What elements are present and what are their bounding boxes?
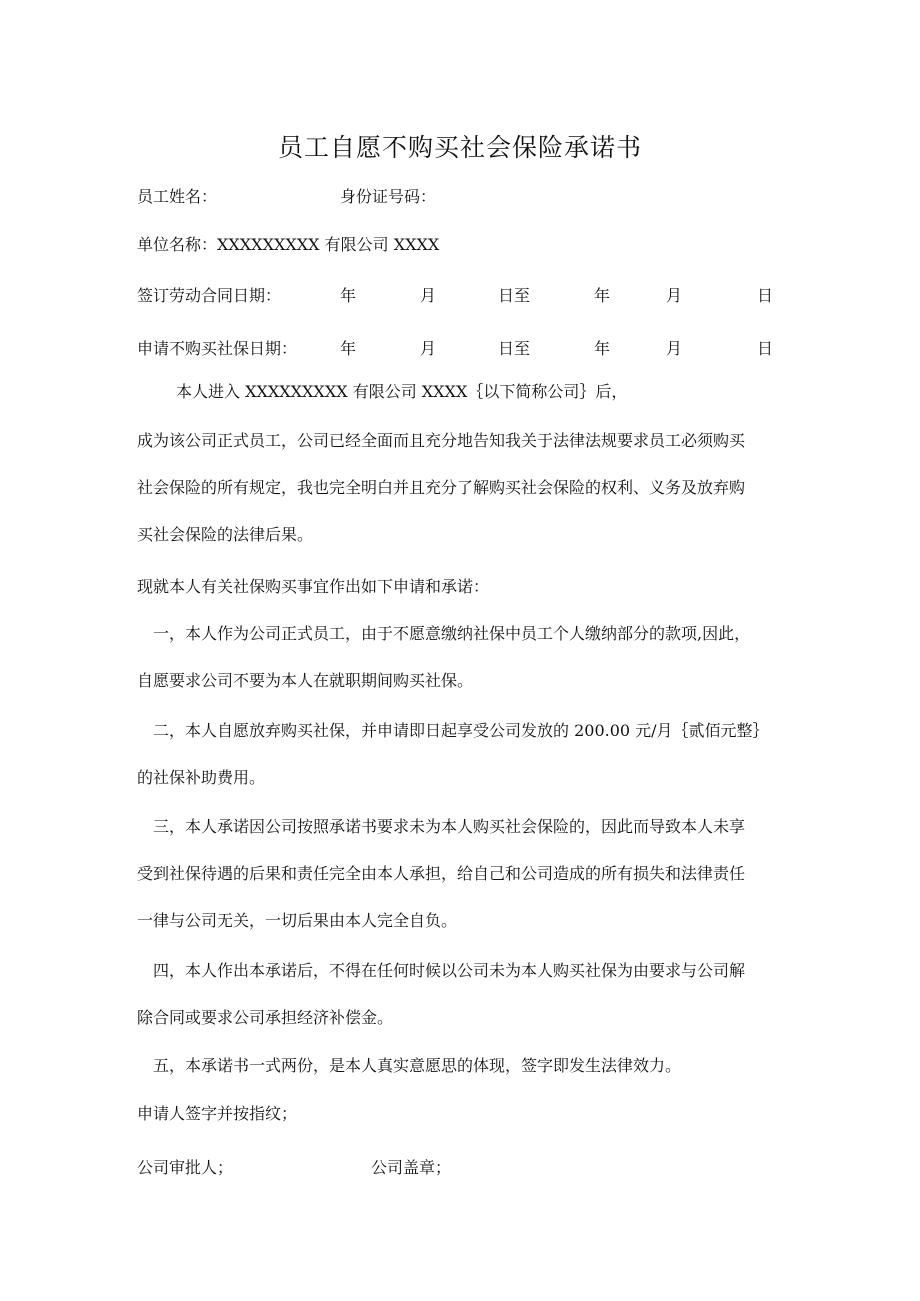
- no-insurance-start-month: 月: [420, 339, 437, 358]
- approver-label: 公司审批人；: [137, 1158, 234, 1177]
- clause-3-line-2: 受到社保待遇的后果和责任完全由本人承担，给自己和公司造成的所有损失和法律责任: [137, 864, 746, 883]
- contract-date-label: 签订劳动合同日期：: [137, 286, 282, 305]
- clause-3-line-1: 三，本人承诺因公司按照承诺书要求未为本人购买社会保险的，因此而导致本人未享: [153, 817, 746, 836]
- no-insurance-start-day-to: 日至: [498, 339, 531, 358]
- intro-paragraph: [137, 417, 799, 558]
- applicant-signature-label: 申请人签字并按指纹；: [137, 1104, 298, 1123]
- clause-3-line-3: 一律与公司无关，一切后果由本人完全自负。: [137, 911, 458, 930]
- company-seal-label: 公司盖章；: [371, 1158, 452, 1177]
- contract-end-month: 月: [666, 286, 683, 305]
- document-title: 员工自愿不购买社会保险承诺书: [277, 133, 642, 162]
- employee-name-label: 员工姓名：: [137, 187, 218, 206]
- unit-name-field: 单位名称：XXXXXXXXX 有限公司 XXXX: [137, 235, 440, 254]
- contract-end-day: 日: [757, 286, 774, 305]
- contract-end-year: 年: [594, 286, 611, 305]
- clause-4-line-2: 除合同或要求公司承担经济补偿金。: [137, 1008, 394, 1027]
- no-insurance-end-year: 年: [594, 339, 611, 358]
- intro-line-1: 本人进入 XXXXXXXXX 有限公司 XXXX｛以下简称公司｝后，: [176, 382, 628, 401]
- no-insurance-end-month: 月: [666, 339, 683, 358]
- lead-sentence: 现就本人有关社保购买事宜作出如下申请和承诺：: [137, 577, 490, 596]
- contract-start-day-to: 日至: [498, 286, 531, 305]
- intro-line-4: 买社会保险的法律后果。: [137, 525, 314, 544]
- contract-start-month: 月: [420, 286, 437, 305]
- intro-line-2: 成为该公司正式员工，公司已经全面而且充分地告知我关于法律法规要求员工必须购买: [137, 431, 746, 450]
- clause-1-line-1: 一，本人作为公司正式员工，由于不愿意缴纳社保中员工个人缴纳部分的款项,因此，: [153, 624, 751, 643]
- id-number-label: 身份证号码：: [340, 187, 437, 206]
- no-insurance-end-day: 日: [757, 339, 774, 358]
- no-insurance-date-label: 申请不购买社保日期：: [137, 339, 298, 358]
- intro-line-3: 社会保险的所有规定，我也完全明白并且充分了解购买社会保险的权利、义务及放弃购: [137, 478, 746, 497]
- contract-start-year: 年: [340, 286, 357, 305]
- clause-2-line-2: 的社保补助费用。: [137, 768, 266, 787]
- clause-2-line-1: 二，本人自愿放弃购买社保，并申请即日起享受公司发放的 200.00 元/月｛贰佰元整｝: [153, 721, 769, 740]
- clause-4-line-1: 四，本人作出本承诺后，不得在任何时候以公司未为本人购买社保为由要求与公司解: [153, 961, 746, 980]
- clause-1-line-2: 自愿要求公司不要为本人在就职期间购买社保。: [137, 671, 474, 690]
- clause-5-line-1: 五，本承诺书一式两份，是本人真实意愿思的体现，签字即发生法律效力。: [153, 1056, 682, 1075]
- no-insurance-start-year: 年: [340, 339, 357, 358]
